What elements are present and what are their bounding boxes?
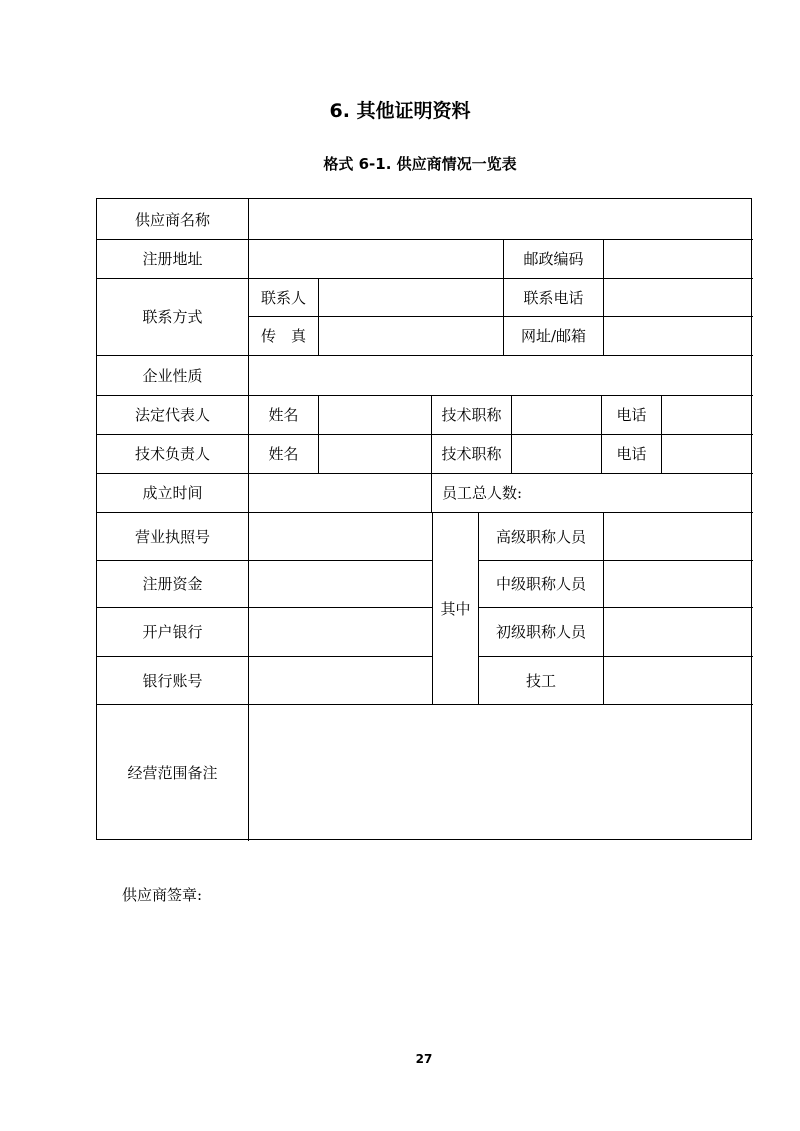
legal-representative-label: 法定代表人 [134,406,210,424]
supplier-signature-label: 供应商签章: [122,886,203,904]
senior-staff-label: 高级职称人员 [495,527,586,546]
middle-staff-label: 中级职称人员 [495,575,586,593]
supplier-name-field[interactable] [249,199,753,239]
total-staff-label: 员工总人数: [442,484,523,502]
bank-account-field[interactable] [249,656,432,704]
section-title: 6. 其他证明资料 [329,100,471,122]
contact-phone-field[interactable] [604,278,753,316]
postal-code-label: 邮政编码 [523,250,584,268]
page-number: 27 [415,1052,433,1066]
technicians-label: 技工 [525,671,556,690]
fax-label: 传 真 [260,327,306,345]
enterprise-nature-field[interactable] [249,355,753,395]
tech-lead-title-label: 技术职称 [441,445,502,463]
contact-person-label: 联系人 [260,288,306,307]
legal-rep-name-field[interactable] [319,395,431,434]
bank-field[interactable] [249,607,432,656]
tech-lead-phone-label: 电话 [616,445,647,463]
supplier-info-table [96,198,752,840]
business-license-label: 营业执照号 [134,527,210,546]
bank-label: 开户银行 [142,623,203,641]
enterprise-nature-label: 企业性质 [142,366,203,385]
tech-lead-title-field[interactable] [512,434,601,473]
legal-rep-phone-label: 电话 [616,406,647,424]
business-scope-field[interactable] [249,704,753,841]
junior-staff-field[interactable] [604,607,753,656]
established-label: 成立时间 [142,484,203,502]
senior-staff-field[interactable] [604,512,753,560]
tech-lead-name-field[interactable] [319,434,431,473]
contact-person-field[interactable] [319,278,503,316]
fax-field[interactable] [319,316,503,355]
legal-rep-title-label: 技术职称 [441,406,502,424]
legal-rep-title-field[interactable] [512,395,601,434]
technicians-field[interactable] [604,656,753,704]
business-license-field[interactable] [249,512,432,560]
form-title: 格式 6-1. 供应商情况一览表 [323,155,517,173]
registered-address-field[interactable] [249,239,503,278]
tech-lead-phone-field[interactable] [662,434,753,473]
contact-method-label: 联系方式 [142,308,203,326]
website-email-field[interactable] [604,316,753,355]
registered-capital-field[interactable] [249,560,432,607]
tech-lead-name-label: 姓名 [268,445,299,463]
among-them-label: 其中 [440,599,471,618]
website-email-label: 网址/邮箱 [520,327,587,345]
bank-account-label: 银行账号 [142,671,203,690]
legal-rep-phone-field[interactable] [662,395,753,434]
middle-staff-field[interactable] [604,560,753,607]
established-field[interactable] [249,473,431,512]
postal-code-field[interactable] [604,239,753,278]
business-scope-label: 经营范围备注 [127,764,218,782]
supplier-name-label: 供应商名称 [134,210,210,229]
col-divider [431,473,432,512]
legal-rep-name-label: 姓名 [268,406,299,424]
junior-staff-label: 初级职称人员 [495,623,586,641]
registered-address-label: 注册地址 [142,250,203,268]
technical-lead-label: 技术负责人 [134,445,210,463]
registered-capital-label: 注册资金 [142,575,203,593]
contact-phone-label: 联系电话 [523,288,584,307]
